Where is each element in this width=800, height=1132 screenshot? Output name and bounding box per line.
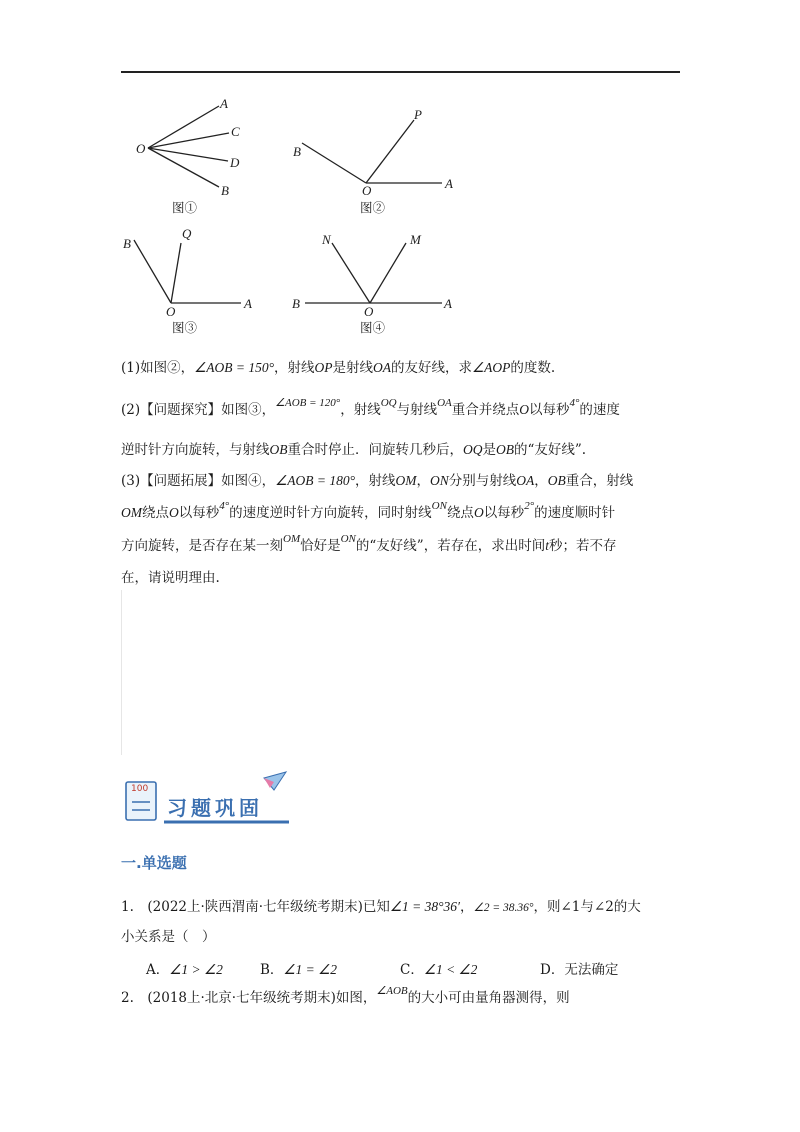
fig1-label-O: O xyxy=(136,141,146,156)
fig3-label-B: B xyxy=(123,236,131,251)
question-3-line-4: 在，请说明理由. xyxy=(121,570,220,586)
question-1: (1)如图②，∠AOB = 150°，射线OP是射线OA的友好线，求∠AOP的度数. xyxy=(121,360,556,376)
fig4-label-A: A xyxy=(444,296,452,311)
figure-3 xyxy=(134,240,241,303)
fig2-label-O: O xyxy=(362,183,372,198)
figure-1 xyxy=(148,106,229,187)
section-title: 一.单选题 xyxy=(121,854,187,872)
fig4-label-B: B xyxy=(292,296,300,311)
fig1-label-A: A xyxy=(220,96,228,111)
fig2-caption: 图② xyxy=(360,201,386,215)
fig4-label-O: O xyxy=(364,304,374,319)
fig2-label-P: P xyxy=(414,107,422,122)
fig4-label-M: M xyxy=(410,232,421,247)
margin-bar xyxy=(121,590,122,755)
figure-4 xyxy=(305,243,442,303)
option-a[interactable]: A．∠1 > ∠2 xyxy=(146,962,223,978)
fig1-caption: 图① xyxy=(172,201,198,215)
fig3-label-Q: Q xyxy=(182,226,192,241)
fig2-label-B: B xyxy=(293,144,301,159)
question-3-line-3: 方向旋转，是否存在某一刻$^{OM}$恰好是$^{ON}$的“友好线”，若存在，求出时间t秒；若不存 xyxy=(121,533,617,554)
question-2-line-2: 逆时针方向旋转，与射线OB重合时停止．问旋转几秒后，OQ是OB的“友好线”. xyxy=(121,442,587,458)
figure-2 xyxy=(302,120,442,183)
fig2-label-A: A xyxy=(445,176,453,191)
fig1-label-B: B xyxy=(221,183,229,198)
fig1-label-C: C xyxy=(231,124,240,139)
figures-diagram xyxy=(0,0,800,340)
problem-1-line-2: 小关系是（ ） xyxy=(121,929,216,945)
fig3-caption: 图③ xyxy=(172,321,198,335)
fig3-label-O: O xyxy=(166,304,176,319)
problem-2-line-1: 2. (2018上·北京·七年级统考期末)如图，$^{\angle AOB}$的大小可由量角器测得，则 xyxy=(121,985,570,1006)
banner-title: 习题巩固 xyxy=(167,796,263,820)
question-3-line-1: (3)【问题拓展】如图④，∠AOB = 180°，射线OM，ON分别与射线OA，OB重合，射线 xyxy=(121,473,634,489)
option-c[interactable]: C．∠1 < ∠2 xyxy=(400,962,478,978)
question-3-line-2: OM绕点O以每秒$^{4^\circ}$的速度逆时针方向旋转，同时射线$^{ON}$绕点O以每秒$^{2^\circ}$的速度顺时针 xyxy=(121,500,616,521)
paper-plane-icon xyxy=(264,772,286,790)
banner-badge: 100 xyxy=(131,784,149,794)
question-2-line-1: (2)【问题探究】如图③，$^{\angle AOB = 120^\circ}$，射线$^{OQ}$与射线$^{OA}$重合并绕点O以每秒$^{4^\circ}$的速度 xyxy=(121,397,620,418)
option-d[interactable]: D．无法确定 xyxy=(540,962,619,978)
fig1-label-D: D xyxy=(230,155,240,170)
fig4-caption: 图④ xyxy=(360,321,386,335)
fig3-label-A: A xyxy=(244,296,252,311)
fig4-label-N: N xyxy=(322,232,331,247)
problem-1-line-1: 1. (2022上·陕西渭南·七年级统考期末)已知∠1 = 38°36′，∠2 = 38.36°，则∠1与∠2的大 xyxy=(121,899,641,915)
option-b[interactable]: B．∠1 = ∠2 xyxy=(260,962,337,978)
